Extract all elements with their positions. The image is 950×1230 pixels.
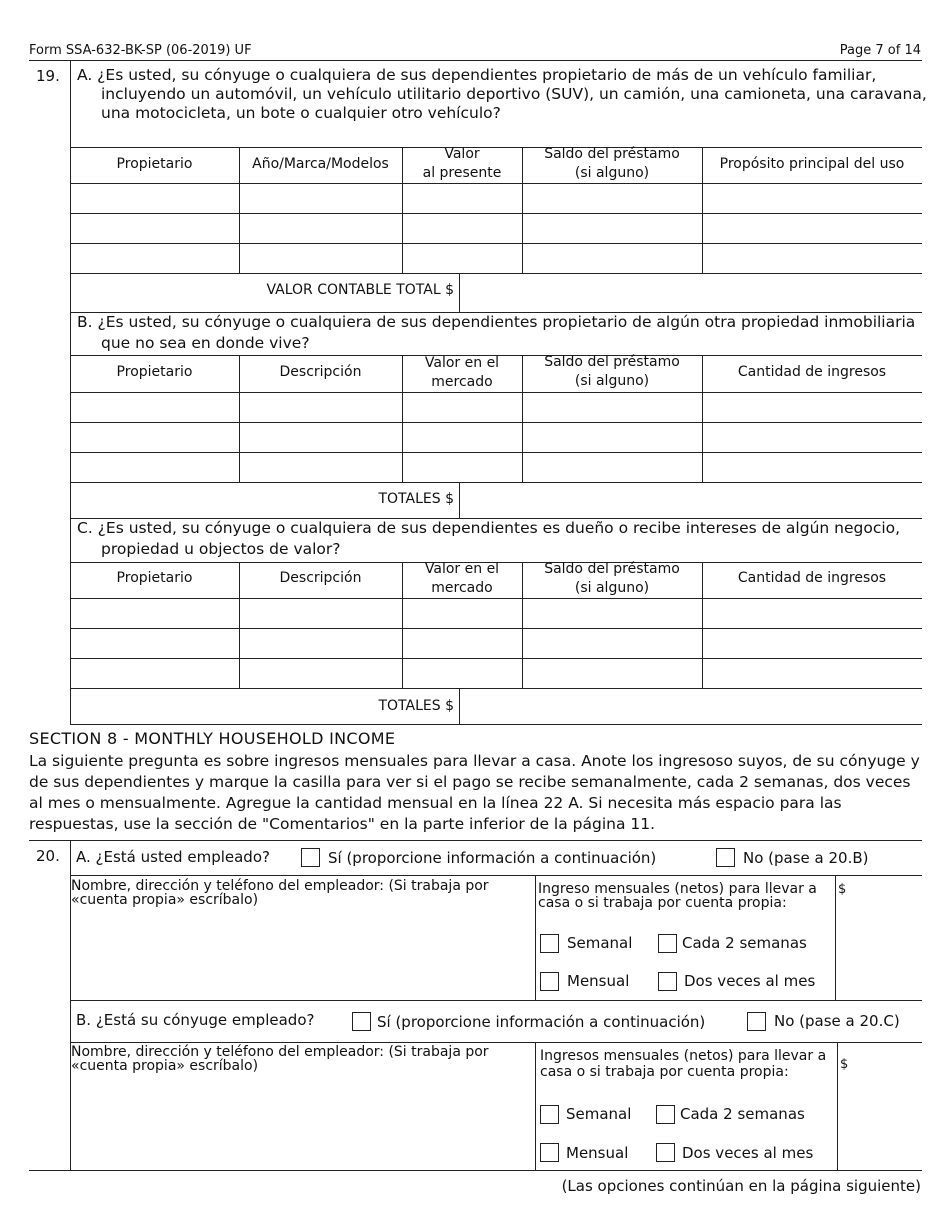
form-id: Form SSA-632-BK-SP (06-2019) UF — [29, 43, 252, 58]
q20a-dollar-sign: $ — [838, 882, 847, 897]
col-b-descripcion: Descripción — [279, 364, 362, 380]
q20a-semanal-label: Semanal — [567, 934, 633, 952]
total-vehicle-field[interactable] — [460, 274, 922, 312]
q20b-yes-label: Sí (proporcione información a continuación) — [377, 1013, 706, 1031]
question-19b-text: B. ¿Es usted, su cónyuge o cualquiera de sus dependientes propietario de algún otra propiedad inmobiliaria que no sea en donde vive? — [77, 313, 916, 352]
vehicle-row-3-owner[interactable] — [71, 244, 239, 273]
vehicle-row-1-owner[interactable] — [71, 184, 239, 213]
q20a-cada2-label: Cada 2 semanas — [682, 934, 807, 952]
q20a-no-checkbox[interactable] — [716, 848, 735, 867]
totales-c-field[interactable] — [460, 689, 922, 724]
page-number: Page 7 of 14 — [839, 43, 921, 58]
col-c-valor-line2: mercado — [431, 580, 493, 596]
col-saldo-line2: (si alguno) — [574, 165, 650, 181]
q20b-semanal-checkbox[interactable] — [540, 1105, 559, 1124]
question-20-number: 20. — [36, 847, 60, 865]
q20a-income-label: Ingreso mensuales (netos) para llevar a casa o si trabaja por cuenta propia: — [538, 881, 817, 911]
col-c-valor-line1: Valor en el — [424, 561, 500, 577]
question-20b-text: B. ¿Está su cónyuge empleado? — [76, 1011, 315, 1029]
q20b-no-checkbox[interactable] — [747, 1012, 766, 1031]
section-8-title: SECTION 8 - MONTHLY HOUSEHOLD INCOME — [29, 729, 396, 748]
col-c-descripcion: Descripción — [279, 570, 362, 586]
q20a-yes-checkbox[interactable] — [301, 848, 320, 867]
col-b-cantidad: Cantidad de ingresos — [737, 364, 887, 380]
col-proposito: Propósito principal del uso — [719, 156, 905, 172]
q20b-employer-label: Nombre, dirección y teléfono del empleador: (Si trabaja por «cuenta propia» escríbalo) — [71, 1044, 489, 1074]
q20b-dollar-sign: $ — [840, 1057, 849, 1072]
col-b-saldo-line1: Saldo del préstamo — [544, 354, 680, 370]
col-c-cantidad: Cantidad de ingresos — [737, 570, 887, 586]
q20b-no-label: No (pase a 20.C) — [774, 1012, 900, 1030]
col-b-valor-line2: mercado — [431, 374, 493, 390]
q20b-dosveces-label: Dos veces al mes — [682, 1144, 814, 1162]
question-20a-text: A. ¿Está usted empleado? — [76, 848, 270, 866]
q20b-amount-field[interactable] — [852, 1046, 920, 1166]
q20b-employer-field[interactable] — [72, 1082, 532, 1167]
q20a-mensual-label: Mensual — [567, 972, 630, 990]
totales-c-label: TOTALES $ — [378, 698, 454, 714]
col-valor-line1: Valor — [444, 146, 480, 162]
q20a-dosveces-checkbox[interactable] — [658, 972, 677, 991]
col-propietario: Propietario — [116, 156, 193, 172]
col-ano-marca-modelos: Año/Marca/Modelos — [252, 156, 389, 172]
q20a-cada2-checkbox[interactable] — [658, 934, 677, 953]
totales-b-field[interactable] — [460, 483, 922, 518]
q20b-mensual-label: Mensual — [566, 1144, 629, 1162]
col-valor-line2: al presente — [422, 165, 502, 181]
q20b-mensual-checkbox[interactable] — [540, 1143, 559, 1162]
q20a-mensual-checkbox[interactable] — [540, 972, 559, 991]
section-8-intro: La siguiente pregunta es sobre ingresos mensuales para llevar a casa. Anote los ingresoso suyos, de su cónyuge y de sus dependientes y marque la casilla para ver si el pago se recibe semanalmente, cada 2 semanas, dos veces al mes o mensualmente. Agregue la cantidad mensual en la línea 22 A. Si necesita más espacio para las respuestas, use la sección de "Comentarios" en la parte inferior de la página 11. — [29, 752, 920, 833]
q20a-semanal-checkbox[interactable] — [540, 934, 559, 953]
question-19-number: 19. — [36, 67, 60, 85]
vehicle-row-2-owner[interactable] — [71, 214, 239, 243]
col-saldo-line1: Saldo del préstamo — [544, 146, 680, 162]
q20a-employer-label: Nombre, dirección y teléfono del empleador: (Si trabaja por «cuenta propia» escríbalo) — [71, 878, 489, 908]
q20a-no-label: No (pase a 20.B) — [743, 849, 869, 867]
question-19a-text: A. ¿Es usted, su cónyuge o cualquiera de sus dependientes propietario de más de un vehículo familiar, incluyendo un automóvil, un vehículo utilitario deportivo (SUV), un camión, una camioneta, una caravana, una motocicleta, un bote o cualquier otro vehículo? — [77, 66, 927, 122]
col-c-saldo-line2: (si alguno) — [574, 580, 650, 596]
q20b-income-label: Ingresos mensuales (netos) para llevar a casa o si trabaja por cuenta propia: — [540, 1048, 827, 1080]
q20a-employer-field[interactable] — [72, 915, 532, 997]
q20b-cada2-label: Cada 2 semanas — [680, 1105, 805, 1123]
col-c-propietario: Propietario — [116, 570, 193, 586]
col-c-saldo-line1: Saldo del préstamo — [544, 561, 680, 577]
col-b-valor-line1: Valor en el — [424, 355, 500, 371]
continued-note: (Las opciones continúan en la página siguiente) — [561, 1177, 921, 1195]
question-19c-text: C. ¿Es usted, su cónyuge o cualquiera de sus dependientes es dueño o recibe intereses de algún negocio, propiedad u objectos de valor? — [77, 519, 901, 558]
totales-b-label: TOTALES $ — [378, 491, 454, 507]
col-b-saldo-line2: (si alguno) — [574, 373, 650, 389]
q20a-dosveces-label: Dos veces al mes — [684, 972, 816, 990]
q20b-cada2-checkbox[interactable] — [656, 1105, 675, 1124]
q20a-amount-field[interactable] — [850, 880, 920, 995]
q20b-dosveces-checkbox[interactable] — [656, 1143, 675, 1162]
col-b-propietario: Propietario — [116, 364, 193, 380]
q20b-semanal-label: Semanal — [566, 1105, 632, 1123]
total-vehicle-label: VALOR CONTABLE TOTAL $ — [266, 282, 454, 298]
q20a-yes-label: Sí (proporcione información a continuación) — [328, 849, 657, 867]
q20b-yes-checkbox[interactable] — [352, 1012, 371, 1031]
